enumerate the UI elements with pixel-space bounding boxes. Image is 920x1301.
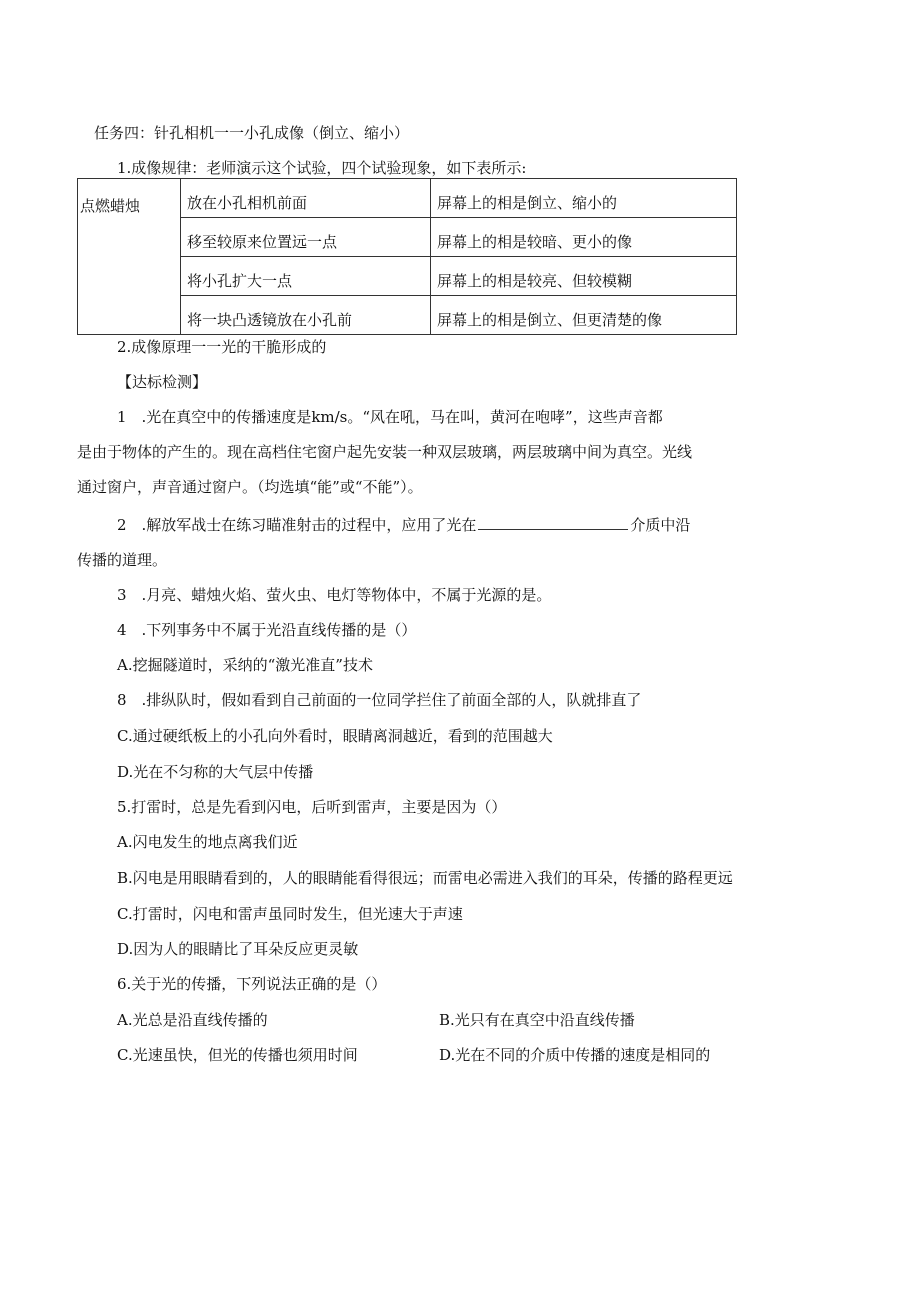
- q2-line2: 传播的道理。: [77, 551, 168, 569]
- table-result: 屏幕上的相是倒立、但更清楚的像: [431, 296, 737, 335]
- task-title: 任务四：针孔相机一一小孔成像（倒立、缩小）: [94, 124, 410, 142]
- q2-text-a: 2 .解放军战士在练习瞄准射击的过程中，应用了光在: [117, 516, 477, 534]
- q4-option-b: 8 .排纵队时，假如看到自己前面的一位同学拦住了前面全部的人，队就排直了: [117, 691, 642, 709]
- q4-option-d: D.光在不匀称的大气层中传播: [117, 763, 314, 781]
- q6-option-c: C.光速虽快，但光的传播也须用时间: [117, 1046, 358, 1064]
- q5-option-b: B.闪电是用眼睛看到的，人的眼睛能看得很远；而雷电必需进入我们的耳朵，传播的路程更远: [117, 869, 733, 887]
- table-result: 屏幕上的相是倒立、缩小的: [431, 179, 737, 218]
- q4-option-c: C.通过硬纸板上的小孔向外看时，眼睛离洞越近，看到的范围越大: [117, 727, 553, 745]
- principle-line: 2.成像原理一一光的干脆形成的: [117, 338, 327, 356]
- q5-option-a: A.闪电发生的地点离我们近: [117, 833, 298, 851]
- q5-stem: 5.打雷时，总是先看到闪电，后听到雷声，主要是因为（）: [117, 798, 507, 816]
- q6-option-a: A.光总是沿直线传播的: [117, 1011, 268, 1029]
- q4-option-a: A.挖掘隧道时，采纳的“激光准直”技术: [117, 656, 373, 674]
- q6-option-d: D.光在不同的介质中传播的速度是相同的: [439, 1046, 711, 1064]
- section-title: 【达标检测】: [117, 373, 208, 391]
- q5-option-c: C.打雷时，闪电和雷声虽同时发生，但光速大于声速: [117, 905, 463, 923]
- table-action: 移至较原来位置远一点: [181, 218, 431, 257]
- table-result: 屏幕上的相是较暗、更小的像: [431, 218, 737, 257]
- q1-line3: 通过窗户，声音通过窗户。（均选填“能”或“不能”）。: [77, 478, 423, 496]
- q6-option-b: B.光只有在真空中沿直线传播: [439, 1011, 635, 1029]
- table-result: 屏幕上的相是较亮、但较模糊: [431, 257, 737, 296]
- q2-text-b: 介质中沿: [630, 516, 691, 534]
- table-subject: 点燃蜡烛: [78, 179, 181, 335]
- experiment-table: [77, 178, 737, 335]
- table-action: 将一块凸透镜放在小孔前: [181, 296, 431, 335]
- rule-intro: 1.成像规律：老师演示这个试验，四个试验现象，如下表所示:: [117, 159, 527, 177]
- q2-line1: [117, 515, 690, 535]
- q4-stem: 4 .下列事务中不属于光沿直线传播的是（）: [117, 621, 417, 639]
- q1-line2: 是由于物体的产生的。现在高档住宅窗户起先安装一种双层玻璃，两层玻璃中间为真空。光线: [77, 443, 693, 461]
- q3: 3 .月亮、蜡烛火焰、萤火虫、电灯等物体中，不属于光源的是。: [117, 586, 552, 604]
- table-row: [78, 179, 737, 218]
- table-action: 放在小孔相机前面: [181, 179, 431, 218]
- q5-option-d: D.因为人的眼睛比了耳朵反应更灵敏: [117, 940, 359, 958]
- q1-line1: 1 .光在真空中的传播速度是km/s。“风在吼，马在叫，黄河在咆哮”，这些声音都: [117, 408, 663, 426]
- q6-stem: 6.关于光的传播，下列说法正确的是（）: [117, 975, 387, 993]
- table-action: 将小孔扩大一点: [181, 257, 431, 296]
- answer-blank[interactable]: [478, 515, 628, 530]
